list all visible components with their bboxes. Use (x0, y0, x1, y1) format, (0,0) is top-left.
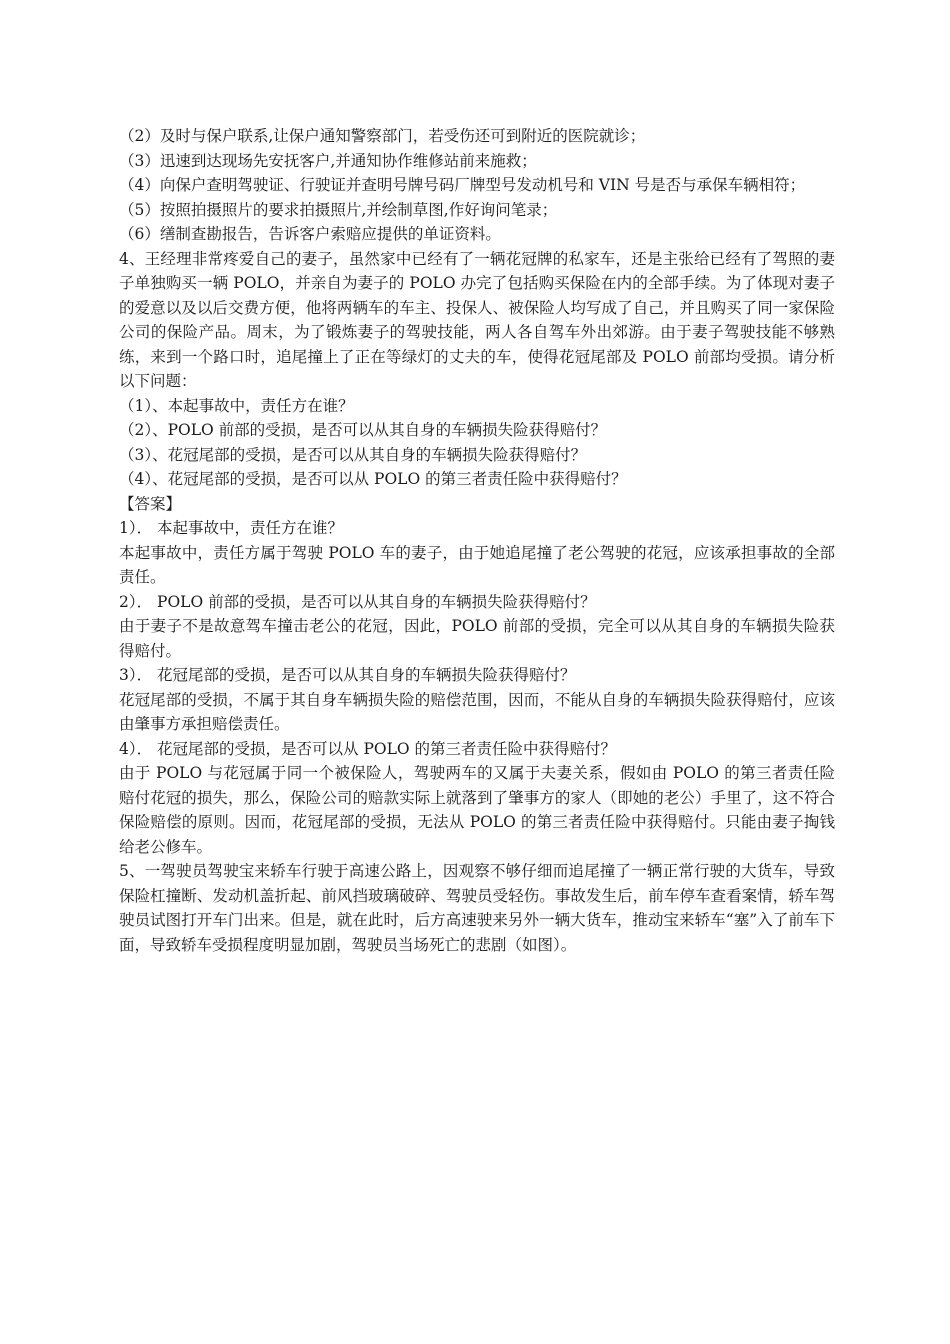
answer-4-question: 4）． 花冠尾部的受损，是否可以从 POLO 的第三者责任险中获得赔付？ (119, 739, 617, 758)
case-4-question-2: （2）、POLO 前部的受损，是否可以从其自身的车辆损失险获得赔付？ (119, 421, 607, 439)
answer-heading: 【答案】 (119, 494, 182, 513)
answer-1-question: 1）． 本起事故中，责任方在谁？ (119, 519, 344, 537)
answer-3-text: 花冠尾部的受损，不属于其自身车辆损失险的赔偿范围，因而，不能从自身的车辆损失险获得赔付，应该由肇事方承担赔偿责任。 (119, 690, 835, 733)
answer-2-text: 由于妻子不是故意驾车撞击老公的花冠，因此，POLO 前部的受损，完全可以从其自身的车辆损失险获得赔付。 (119, 617, 835, 660)
case-4-question-1: （1）、本起事故中，责任方在谁？ (119, 396, 354, 415)
document-body (119, 124, 835, 957)
case-4-description: 4、王经理非常疼爱自己的妻子，虽然家中已经有了一辆花冠牌的私家车，还是主张给已经有了驾照的妻子单独购买一辆 POLO，并亲自为妻子的 POLO 办完了包括购买保险在内的全部手续。为了体现对妻子的爱意以及以后交费方便，他将两辆车的车主、投保人、被保险人均写成了自己，并且购买了同一家保险公司的保险产品。周末，为了锻炼妻子的驾驶技能，两人各自驾车外出郊游。由于妻子驾驶技能不够熟练，来到一个路口时，追尾撞上了正在等绿灯的丈夫的车，使得花冠尾部及 POLO 前部均受损。请分析以下问题： (119, 249, 835, 390)
answer-4-text: 由于 POLO 与花冠属于同一个被保险人，驾驶两车的又属于夫妻关系，假如由 POLO 的第三者责任险赔付花冠的损失，那么，保险公司的赔款实际上就落到了肇事方的家人（即她的老公）手里了，这不符合保险赔偿的原则。因而，花冠尾部的受损，无法从 POLO 的第三者责任险中获得赔付。只能由妻子掏钱给老公修车。 (119, 764, 835, 856)
answer-3-question: 3）． 花冠尾部的受损，是否可以从其自身的车辆损失险获得赔付？ (119, 666, 576, 684)
case-4-question-3: （3）、花冠尾部的受损，是否可以从其自身的车辆损失险获得赔付？ (119, 445, 587, 464)
procedure-step-6: （6）缮制查勘报告，告诉客户索赔应提供的单证资料。 (119, 225, 501, 243)
answer-2-question: 2）． POLO 前部的受损，是否可以从其自身的车辆损失险获得赔付？ (119, 592, 596, 611)
case-4-question-4: （4）、花冠尾部的受损，是否可以从 POLO 的第三者责任险中获得赔付？ (119, 470, 627, 488)
procedure-step-2: （2）及时与保户联系,让保户通知警察部门，若受伤还可到附近的医院就诊； (119, 127, 646, 145)
case-5-description: 5、一驾驶员驾驶宝来轿车行驶于高速公路上，因观察不够仔细而追尾撞了一辆正常行驶的大货车，导致保险杠撞断、发动机盖折起、前风挡玻璃破碎、驾驶员受轻伤。事故发生后，前车停车查看案情，轿车驾驶员试图打开车门出来。但是，就在此时，后方高速驶来另外一辆大货车，推动宝来轿车“塞”入了前车下面，导致轿车受损程度明显加剧，驾驶员当场死亡的悲剧（如图）。 (119, 862, 835, 954)
procedure-step-5: （5）按照拍摄照片的要求拍摄照片,并绘制草图,作好询问笔录； (119, 200, 558, 219)
procedure-step-4: （4）向保户查明驾驶证、行驶证并查明号牌号码厂牌型号发动机号和 VIN 号是否与承保车辆相符； (119, 176, 806, 194)
procedure-step-3: （3）迅速到达现场先安抚客户,并通知协作维修站前来施救； (119, 151, 537, 170)
answer-1-text: 本起事故中，责任方属于驾驶 POLO 车的妻子，由于她追尾撞了老公驾驶的花冠，应该承担事故的全部责任。 (119, 543, 835, 586)
